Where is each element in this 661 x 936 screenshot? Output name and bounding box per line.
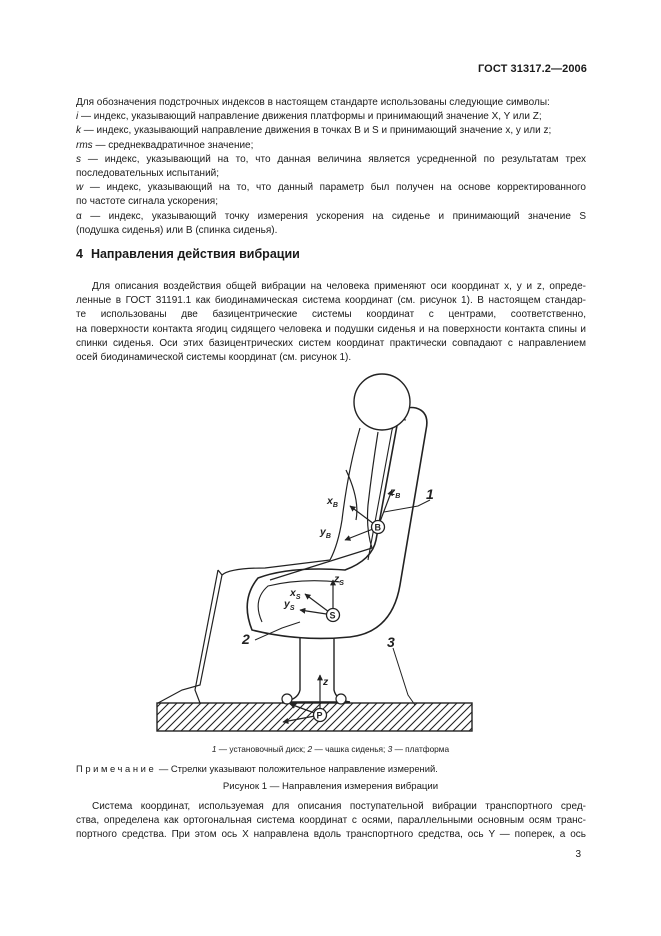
- figure-title: Рисунок 1 — Направления измерения вибрации: [222, 781, 439, 792]
- axis-xb-label: $x_B$: [327, 495, 338, 509]
- axis-zp-label: z: [323, 676, 329, 688]
- symbol-line-w-cont: по частоте сигнала ускорения;: [76, 196, 218, 208]
- symbol-line-i: i — индекс, указывающий направление движения платформы и принимающий значение X, Y или Z;: [76, 111, 542, 123]
- axis-ys-label: $y_S$: [284, 598, 295, 612]
- figure-note: Примечание — Стрелки указывают положительное направление измерений.: [76, 763, 438, 774]
- callout-1: 1: [426, 486, 434, 502]
- symbol-line-alpha: α — индекс, указывающий точку измерения ускорения на сиденье и принимающий значение S: [76, 210, 586, 222]
- document-header: ГОСТ 31317.2—2006: [477, 63, 587, 75]
- seat-shell: [247, 408, 427, 639]
- point-p-label: P: [316, 710, 323, 721]
- seat-axes-figure: [150, 372, 480, 737]
- paragraph-2: Система координат, используемая для описания поступательной вибрации транспортного сред- ства, определена как ортогональная система координат с осями, параллельными основным осям транс- портного средства. При этом ось X направлена вдоль транспортного средства, ось Y — поперек, а ось: [76, 801, 586, 841]
- symbol-line-s-cont: последовательных испытаний;: [76, 168, 220, 180]
- mounting-bolt-right: [336, 694, 346, 704]
- symbol-line-w: w — индекс, указывающий на то, что данный параметр был получен на основе корректированного: [76, 182, 586, 194]
- symbol-line-k: k — индекс, указывающий направление движения в точках B и S и принимающий значение x, y или z;: [76, 125, 552, 137]
- axis-zb-label: $z_B$: [390, 486, 401, 500]
- page-number: 3: [575, 849, 581, 860]
- point-s-label: S: [329, 610, 336, 621]
- paragraph-1: Для описания воздействия общей вибрации на человека применяют оси координат x, y и z, опреде- ленные в ГОСТ 31191.1 как биодинамическая система координат (см. рисунок 1). В настоящем стандар- те использованы две базицентрические системы координат с центрами, соответственно, на поверхности контакта ягодиц сидящего человека и подушки сиденья и на поверхности контакта спины и спинки сиденья. Оси этих базицентрических систем координат практически совпадают с направлением осей биодинамической системы координат (см. рисунок 1).: [76, 281, 586, 364]
- callout-2: 2: [242, 631, 250, 647]
- figure-legend: 1 — установочный диск; 2 — чашка сиденья; 3 — платформа: [211, 744, 450, 754]
- mounting-bolt-left: [282, 694, 292, 704]
- head: [354, 374, 410, 430]
- axis-yb-label: $y_B$: [320, 526, 331, 540]
- section-heading: 4 Направления действия вибрации: [76, 247, 300, 261]
- symbols-block: [76, 96, 586, 238]
- point-b-label: B: [374, 522, 381, 533]
- symbol-line-rms: rms — среднеквадратичное значение;: [76, 139, 254, 151]
- symbol-line-s: s — индекс, указывающий на то, что данная величина является усредненной по результатам трех: [76, 153, 586, 165]
- axis-xs-label: $x_S$: [290, 587, 301, 601]
- symbols-intro: Для обозначения подстрочных индексов в настоящем стандарте использованы следующие символы:: [76, 97, 550, 108]
- callout-3: 3: [387, 634, 395, 650]
- symbol-line-alpha-cont: (подушка сиденья) или B (спинка сиденья).: [76, 224, 278, 236]
- axis-zs-label: $z_S$: [334, 573, 344, 587]
- leader-3: [393, 648, 415, 705]
